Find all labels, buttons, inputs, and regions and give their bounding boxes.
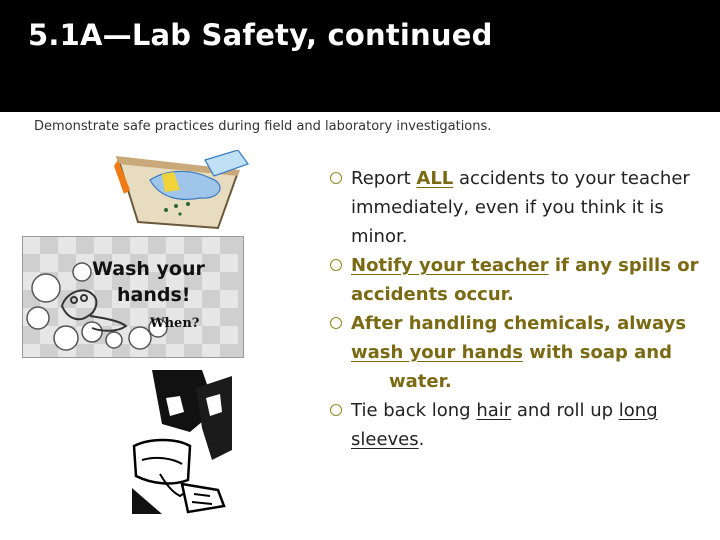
bullet-text: with soap and xyxy=(523,342,672,363)
bullet-emphasis: hair xyxy=(476,400,512,421)
bullet-emphasis: wash your hands xyxy=(351,342,524,363)
title-bar xyxy=(0,0,720,112)
bullet-text: if any spills or accidents occur. xyxy=(351,255,699,305)
bullet-item xyxy=(330,164,720,251)
wash-hands-poster xyxy=(22,236,244,358)
bullet-text: Report xyxy=(351,168,417,189)
bullet-text: water. xyxy=(389,371,452,392)
bullet-text: and roll up xyxy=(511,400,619,421)
spill-clipart xyxy=(110,150,250,230)
bullet-list xyxy=(330,164,720,454)
bullet-circle-icon xyxy=(330,172,342,184)
bullet-emphasis: Notify your teacher xyxy=(351,255,549,276)
bullet-circle-icon xyxy=(330,317,342,329)
bullet-item xyxy=(330,251,720,309)
slide-subtitle: Demonstrate safe practices during field and laboratory investigations. xyxy=(34,119,492,134)
poster-question: When? xyxy=(150,316,200,331)
bullet-circle-icon xyxy=(330,404,342,416)
bullet-text: accidents to your teacher immediately, even if you think it is minor. xyxy=(351,168,690,247)
bullet-emphasis: long sleeves xyxy=(351,400,658,450)
bullet-circle-icon xyxy=(330,259,342,271)
bullet-text: Tie back long xyxy=(351,400,477,421)
slide-title: 5.1A—Lab Safety, continued xyxy=(28,18,493,52)
bullet-emphasis: ALL xyxy=(416,168,454,189)
bullet-item xyxy=(330,396,720,454)
bullet-text: After handling chemicals, always xyxy=(351,313,687,334)
sleeves-clipart xyxy=(132,368,236,514)
bullet-text: . xyxy=(418,429,425,450)
poster-line1: Wash your xyxy=(92,258,205,280)
bullet-item xyxy=(330,309,720,396)
poster-line2: hands! xyxy=(117,284,191,306)
